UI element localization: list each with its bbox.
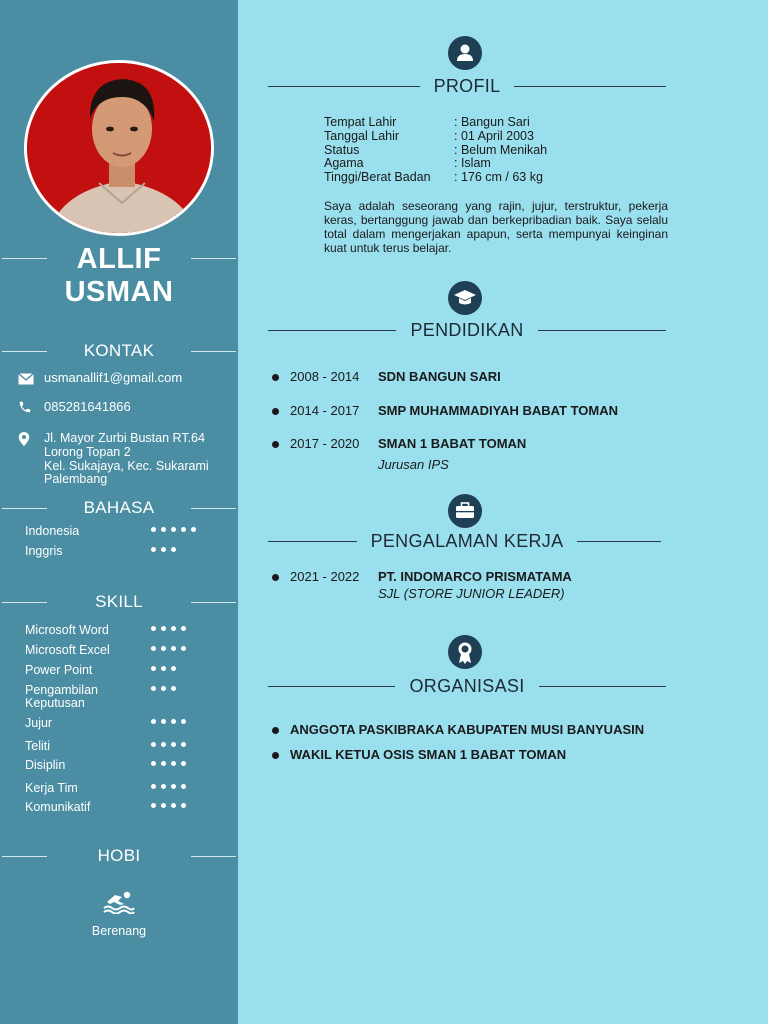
level-dot bbox=[161, 761, 166, 766]
contact-heading: KONTAK bbox=[0, 341, 238, 361]
profile-field bbox=[324, 116, 654, 130]
language-name: Indonesia bbox=[25, 524, 80, 538]
profile-description: Saya adalah seseorang yang rajin, jujur, terstruktur, pekerja keras, bertanggung jawab dan berkepribadian baik. Saya selalu total dalam mengerjakan apapun, serta mempunyai keinginan kuat untuk terus belajar. bbox=[324, 199, 668, 255]
skill-level bbox=[151, 686, 176, 691]
level-dot bbox=[151, 784, 156, 789]
name-last: USMAN bbox=[64, 276, 174, 308]
level-dot bbox=[151, 626, 156, 631]
main-content bbox=[238, 0, 768, 1024]
organization-heading: ORGANISASI bbox=[268, 675, 666, 697]
level-dot bbox=[151, 646, 156, 651]
profile-field-value: : Islam bbox=[454, 156, 491, 171]
skill-level bbox=[151, 666, 176, 671]
profile-field-key: Agama bbox=[324, 156, 364, 171]
education-school: SMAN 1 BABAT TOMAN bbox=[378, 436, 527, 451]
skill-level bbox=[151, 742, 186, 747]
bullet bbox=[272, 408, 279, 415]
experience-role: SJL (STORE JUNIOR LEADER) bbox=[378, 586, 565, 601]
organization-name: ANGGOTA PASKIBRAKA KABUPATEN MUSI BANYUASIN bbox=[290, 722, 645, 737]
address-line: Palembang bbox=[44, 472, 108, 487]
level-dot bbox=[171, 686, 176, 691]
level-dot bbox=[161, 527, 166, 532]
level-dot bbox=[171, 784, 176, 789]
address-line: Jl. Mayor Zurbi Bustan RT.64 bbox=[44, 431, 205, 445]
level-dot bbox=[161, 666, 166, 671]
level-dot bbox=[171, 626, 176, 631]
profile-field bbox=[324, 144, 654, 158]
skill-name: Power Point bbox=[25, 663, 93, 677]
level-dot bbox=[181, 761, 186, 766]
sidebar: ALLIF USMAN KONTAK usmanallif1@gmail.com 085281641866 Jl. Mayor Zurbi Bustan RT.64 Lorong Topan 2 Kel. Sukajaya, Kec. Sukarami Palembang BAHASA Indonesia Inggris SKILL Microsoft Word Microsoft Excel Power Point Pengambilan Keputusan Jujur Teliti Disiplin Kerja Tim Komunikatif HOBI Berenang bbox=[0, 0, 238, 1024]
level-dot bbox=[181, 803, 186, 808]
profile-field bbox=[324, 130, 654, 144]
briefcase-icon bbox=[448, 494, 482, 528]
level-dot bbox=[151, 547, 156, 552]
bullet bbox=[272, 441, 279, 448]
education-years: 2017 - 2020 bbox=[290, 436, 360, 451]
experience-company: PT. INDOMARCO PRISMATAMA bbox=[378, 569, 572, 584]
language-heading: BAHASA bbox=[0, 498, 238, 518]
level-dot bbox=[151, 686, 156, 691]
education-heading: PENDIDIKAN bbox=[268, 319, 666, 341]
level-dot bbox=[161, 719, 166, 724]
level-dot bbox=[161, 646, 166, 651]
profile-field bbox=[324, 157, 654, 171]
bullet bbox=[272, 752, 279, 759]
mail-icon bbox=[18, 371, 34, 385]
skill-level bbox=[151, 803, 186, 808]
level-dot bbox=[151, 527, 156, 532]
level-dot bbox=[161, 547, 166, 552]
hobby-heading: HOBI bbox=[0, 846, 238, 866]
graduation-cap-icon bbox=[448, 281, 482, 315]
level-dot bbox=[151, 666, 156, 671]
address-line: Kel. Sukajaya, Kec. Sukarami bbox=[44, 458, 209, 473]
profile-field-value: : Belum Menikah bbox=[454, 142, 548, 157]
location-pin-icon bbox=[18, 432, 34, 446]
language-name: Inggris bbox=[25, 544, 63, 558]
level-dot bbox=[171, 803, 176, 808]
profile-photo bbox=[24, 60, 214, 236]
bullet bbox=[272, 727, 279, 734]
skill-name: Teliti bbox=[25, 739, 51, 753]
language-level bbox=[151, 527, 196, 532]
education-years: 2008 - 2014 bbox=[290, 369, 360, 384]
address-line: Lorong Topan 2 bbox=[44, 444, 131, 459]
skill-level bbox=[151, 784, 186, 789]
level-dot bbox=[151, 803, 156, 808]
hobby-label: Berenang bbox=[91, 924, 147, 938]
organization-name: WAKIL KETUA OSIS SMAN 1 BABAT TOMAN bbox=[290, 747, 567, 762]
level-dot bbox=[151, 761, 156, 766]
phone-icon bbox=[18, 400, 34, 414]
award-ribbon-icon bbox=[448, 635, 482, 669]
person-icon bbox=[448, 36, 482, 70]
skill-name: Komunikatif bbox=[25, 800, 91, 814]
language-level bbox=[151, 547, 176, 552]
bullet bbox=[272, 374, 279, 381]
level-dot bbox=[171, 666, 176, 671]
level-dot bbox=[161, 686, 166, 691]
skill-heading: SKILL bbox=[0, 592, 238, 612]
level-dot bbox=[181, 719, 186, 724]
skill-name: Microsoft Word bbox=[25, 623, 109, 637]
level-dot bbox=[191, 527, 196, 532]
education-school: SMP MUHAMMADIYAH BABAT TOMAN bbox=[378, 403, 619, 418]
level-dot bbox=[171, 742, 176, 747]
level-dot bbox=[161, 803, 166, 808]
name-divider-right bbox=[191, 258, 236, 259]
profile-field-key: Status bbox=[324, 142, 360, 157]
name-divider-left bbox=[2, 258, 47, 259]
level-dot bbox=[161, 784, 166, 789]
swimming-icon bbox=[102, 890, 136, 914]
level-dot bbox=[181, 646, 186, 651]
experience-heading: PENGALAMAN KERJA bbox=[268, 530, 666, 552]
level-dot bbox=[181, 742, 186, 747]
experience-years: 2021 - 2022 bbox=[290, 569, 360, 584]
level-dot bbox=[161, 626, 166, 631]
level-dot bbox=[171, 761, 176, 766]
education-major: Jurusan IPS bbox=[378, 457, 449, 472]
bullet bbox=[272, 574, 279, 581]
skill-level bbox=[151, 761, 186, 766]
profile-heading: PROFIL bbox=[268, 75, 666, 97]
profile-field-value: : Bangun Sari bbox=[454, 115, 530, 129]
level-dot bbox=[171, 646, 176, 651]
profile-field-key: Tanggal Lahir bbox=[324, 128, 400, 143]
skill-name: Disiplin bbox=[25, 758, 66, 772]
profile-details bbox=[324, 116, 654, 185]
level-dot bbox=[151, 719, 156, 724]
skill-name: Microsoft Excel bbox=[25, 643, 110, 657]
skill-level bbox=[151, 646, 186, 651]
skill-level bbox=[151, 719, 186, 724]
level-dot bbox=[151, 742, 156, 747]
skill-name: Pengambilan Keputusan bbox=[25, 683, 98, 710]
skill-name: Jujur bbox=[25, 716, 53, 730]
profile-field-value: : 01 April 2003 bbox=[454, 128, 534, 143]
profile-field-key: Tinggi/Berat Badan bbox=[324, 170, 431, 185]
skill-name: Kerja Tim bbox=[25, 781, 78, 795]
level-dot bbox=[171, 547, 176, 552]
level-dot bbox=[181, 626, 186, 631]
level-dot bbox=[171, 527, 176, 532]
level-dot bbox=[161, 742, 166, 747]
education-years: 2014 - 2017 bbox=[290, 403, 360, 418]
level-dot bbox=[171, 719, 176, 724]
profile-field bbox=[324, 171, 654, 185]
education-school: SDN BANGUN SARI bbox=[378, 369, 501, 384]
name-first: ALLIF bbox=[76, 243, 162, 275]
skill-level bbox=[151, 626, 186, 631]
level-dot bbox=[181, 527, 186, 532]
profile-field-value: : 176 cm / 63 kg bbox=[454, 170, 543, 185]
level-dot bbox=[181, 784, 186, 789]
profile-field-key: Tempat Lahir bbox=[324, 115, 397, 129]
